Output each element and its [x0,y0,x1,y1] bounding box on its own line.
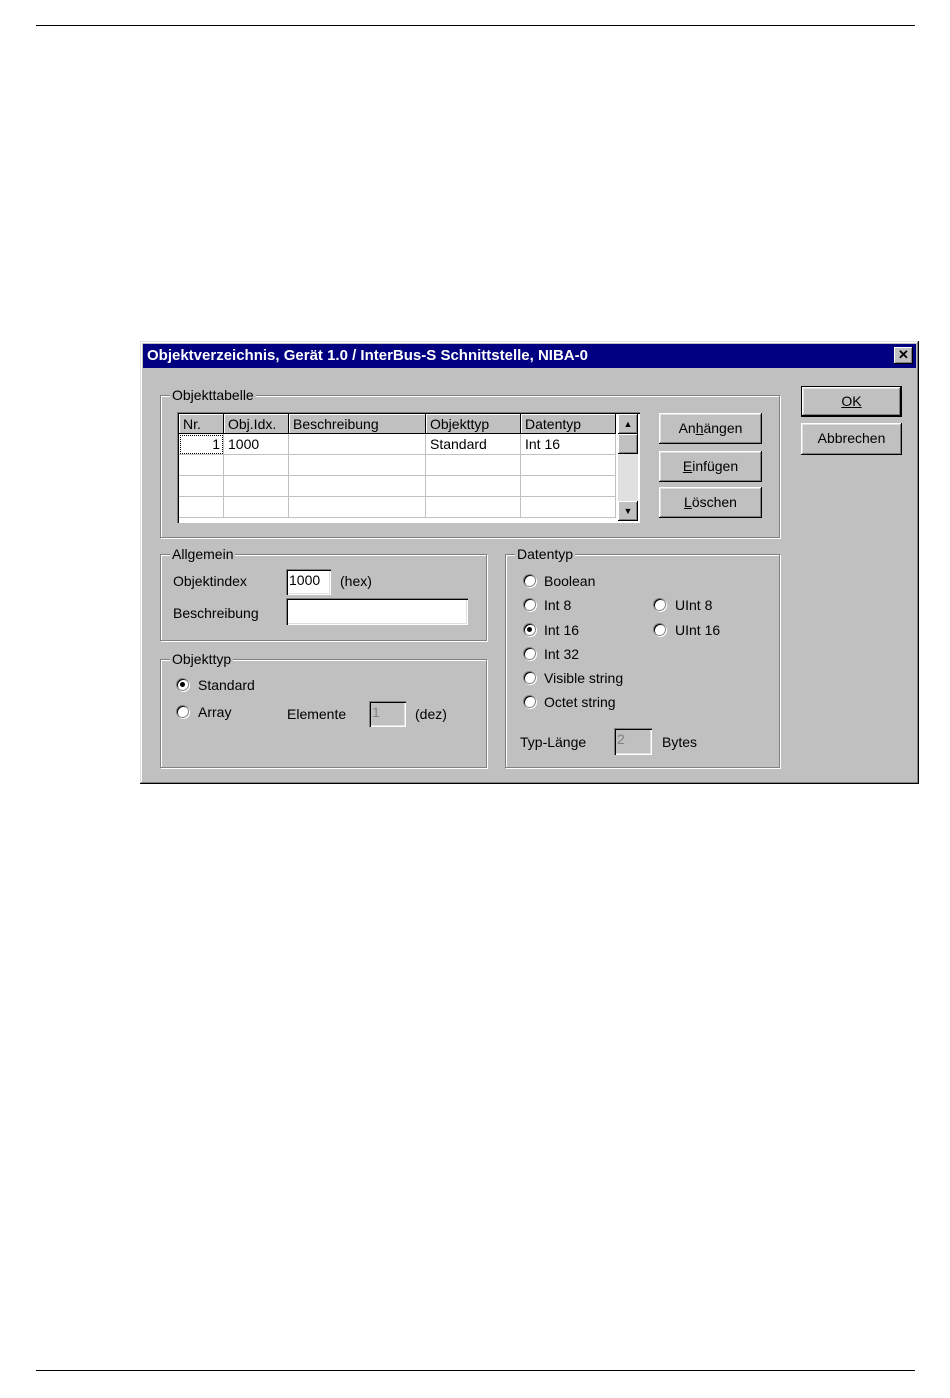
column-header-objidx[interactable]: Obj.Idx. [224,414,289,434]
table-scrollbar[interactable] [618,414,638,521]
table-cell[interactable]: Int 16 [521,434,616,455]
allgemein-label: Allgemein [172,546,234,562]
column-header-datentyp[interactable]: Datentyp [521,414,616,434]
dialog-title: Objektverzeichnis, Gerät 1.0 / InterBus-S Schnittstelle, NIBA-0 [147,347,588,364]
table-cell[interactable] [179,476,224,497]
radio-boolean[interactable] [523,574,536,587]
loeschen-label-a: L [684,494,692,510]
radio-uint16[interactable] [653,623,666,636]
close-icon[interactable]: ✕ [894,347,913,364]
cancel-label: Abbrechen [817,430,886,446]
radio-int32[interactable] [523,647,536,660]
octet-string-label[interactable]: Octet string [544,694,616,710]
elemente-input[interactable]: 1 [369,701,406,727]
loeschen-label-b: öschen [691,494,737,510]
anhaengen-label-b: h [695,420,704,436]
anhaengen-label-a: An [678,420,696,436]
table-cell[interactable] [179,497,224,518]
objektindex-input[interactable]: 1000 [286,569,331,595]
radio-uint8[interactable] [653,598,666,611]
typlaenge-input[interactable]: 2 [614,728,652,755]
table-cell[interactable] [289,434,426,455]
visible-string-label[interactable]: Visible string [544,670,624,686]
table-cell[interactable]: Standard [426,434,521,455]
anhaengen-label-c: ängen [703,420,743,436]
elemente-label: Elemente [287,706,347,722]
scroll-up-icon[interactable]: ▲ [618,414,638,434]
typlaenge-label: Typ-Länge [520,734,587,750]
title-bar[interactable] [143,344,916,368]
ok-button[interactable] [801,386,902,417]
radio-int16[interactable] [523,623,536,636]
uint16-label[interactable]: UInt 16 [675,622,721,638]
int32-label[interactable]: Int 32 [544,646,580,662]
objekttabelle-label: Objekttabelle [172,387,254,403]
table-cell[interactable] [224,497,289,518]
footer-rule [36,1370,915,1371]
table-cell[interactable] [224,455,289,476]
int8-label[interactable]: Int 8 [544,597,572,613]
elemente-unit: (dez) [415,706,447,722]
ok-label: OK [841,393,862,409]
table-cell[interactable] [224,476,289,497]
table-cell[interactable] [179,455,224,476]
scroll-thumb[interactable] [618,434,638,454]
table-cell[interactable]: 1000 [224,434,289,455]
table-cell[interactable] [289,497,426,518]
table-cell[interactable] [289,476,426,497]
loeschen-button[interactable] [659,487,762,518]
array-label[interactable]: Array [198,704,232,720]
int16-label[interactable]: Int 16 [544,622,580,638]
header-rule [36,25,915,26]
cancel-button[interactable] [801,423,902,455]
standard-label[interactable]: Standard [198,677,255,693]
radio-int8[interactable] [523,598,536,611]
table-cell[interactable] [426,476,521,497]
table-cell[interactable] [521,497,616,518]
datentyp-label: Datentyp [517,546,574,562]
table-cell[interactable]: 1 [179,434,224,455]
anhaengen-button[interactable] [659,413,762,444]
objektindex-unit: (hex) [340,573,372,589]
column-header-beschreibung[interactable]: Beschreibung [289,414,426,434]
einfuegen-button[interactable] [659,451,762,482]
radio-array[interactable] [176,705,189,718]
table-cell[interactable] [289,455,426,476]
objektindex-label: Objektindex [173,573,247,589]
column-header-nr[interactable]: Nr. [179,414,224,434]
radio-standard[interactable] [176,678,189,691]
radio-octet-string[interactable] [523,695,536,708]
object-table[interactable] [177,412,640,523]
beschreibung-input[interactable] [286,598,468,625]
einfuegen-label-b: infügen [692,458,739,474]
column-header-objekttyp[interactable]: Objekttyp [426,414,521,434]
table-cell[interactable] [426,455,521,476]
table-cell[interactable] [521,476,616,497]
einfuegen-label-a: E [682,458,693,474]
objektverzeichnis-dialog [140,341,919,784]
table-cell[interactable] [521,455,616,476]
scroll-down-icon[interactable]: ▼ [618,501,638,521]
typlaenge-unit: Bytes [662,734,698,750]
objekttyp-label: Objekttyp [172,651,232,667]
beschreibung-label: Beschreibung [173,605,259,621]
boolean-label[interactable]: Boolean [544,573,596,589]
radio-visible-string[interactable] [523,671,536,684]
uint8-label[interactable]: UInt 8 [675,597,713,613]
table-cell[interactable] [426,497,521,518]
